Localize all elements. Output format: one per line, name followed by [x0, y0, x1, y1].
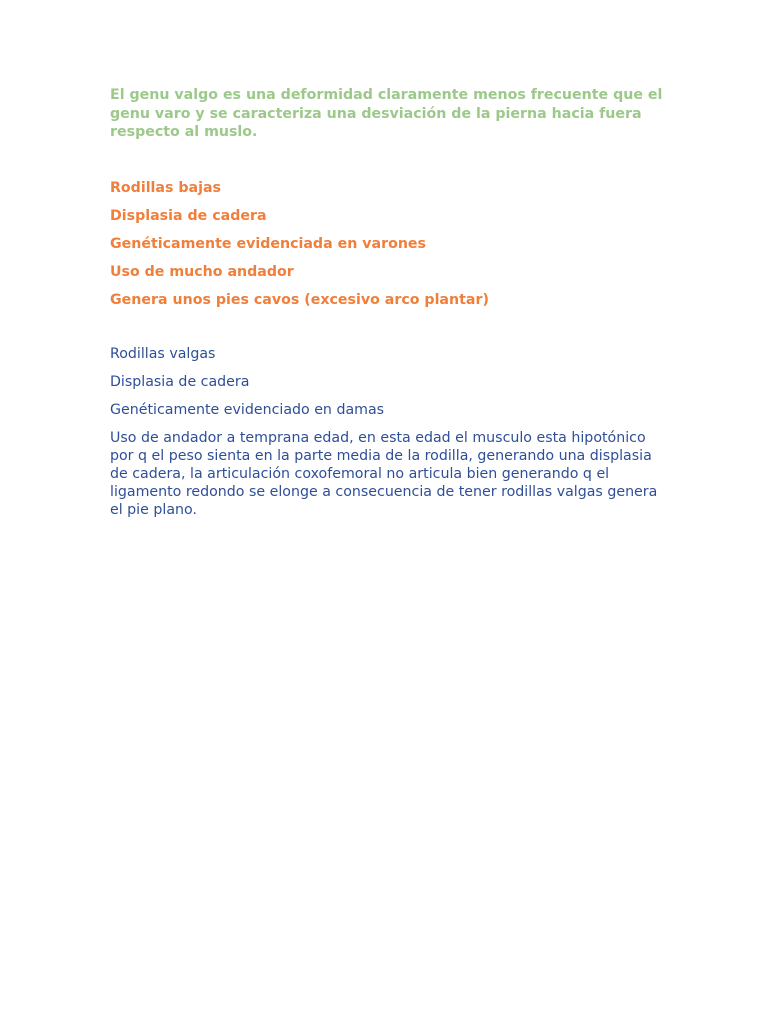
document-page [110, 86, 670, 529]
orange-list [110, 179, 670, 309]
intro-paragraph: El genu valgo es una deformidad claramente menos frecuente que el genu varo y se caracteriza una desviación de la pierna hacia fuera respecto al muslo. [110, 87, 663, 140]
orange-item: Rodillas bajas [110, 179, 221, 196]
blue-item: Rodillas valgas [110, 345, 216, 362]
orange-item: Uso de mucho andador [110, 263, 294, 280]
blue-item: Displasia de cadera [110, 373, 250, 390]
blue-paragraph: Uso de andador a temprana edad, en esta edad el musculo esta hipotónico por q el peso sienta en la parte media de la rodilla, generando una displasia de cadera, la articulación coxofemoral no articula bien generando q el ligamento redondo se elonge a consecuencia de tener rodillas valgas genera el pie plano. [110, 429, 658, 518]
blue-list [110, 345, 670, 519]
orange-item: Genéticamente evidenciada en varones [110, 235, 426, 252]
orange-item: Displasia de cadera [110, 207, 267, 224]
blue-item: Genéticamente evidenciado en damas [110, 401, 385, 418]
orange-item: Genera unos pies cavos (excesivo arco plantar) [110, 291, 489, 308]
